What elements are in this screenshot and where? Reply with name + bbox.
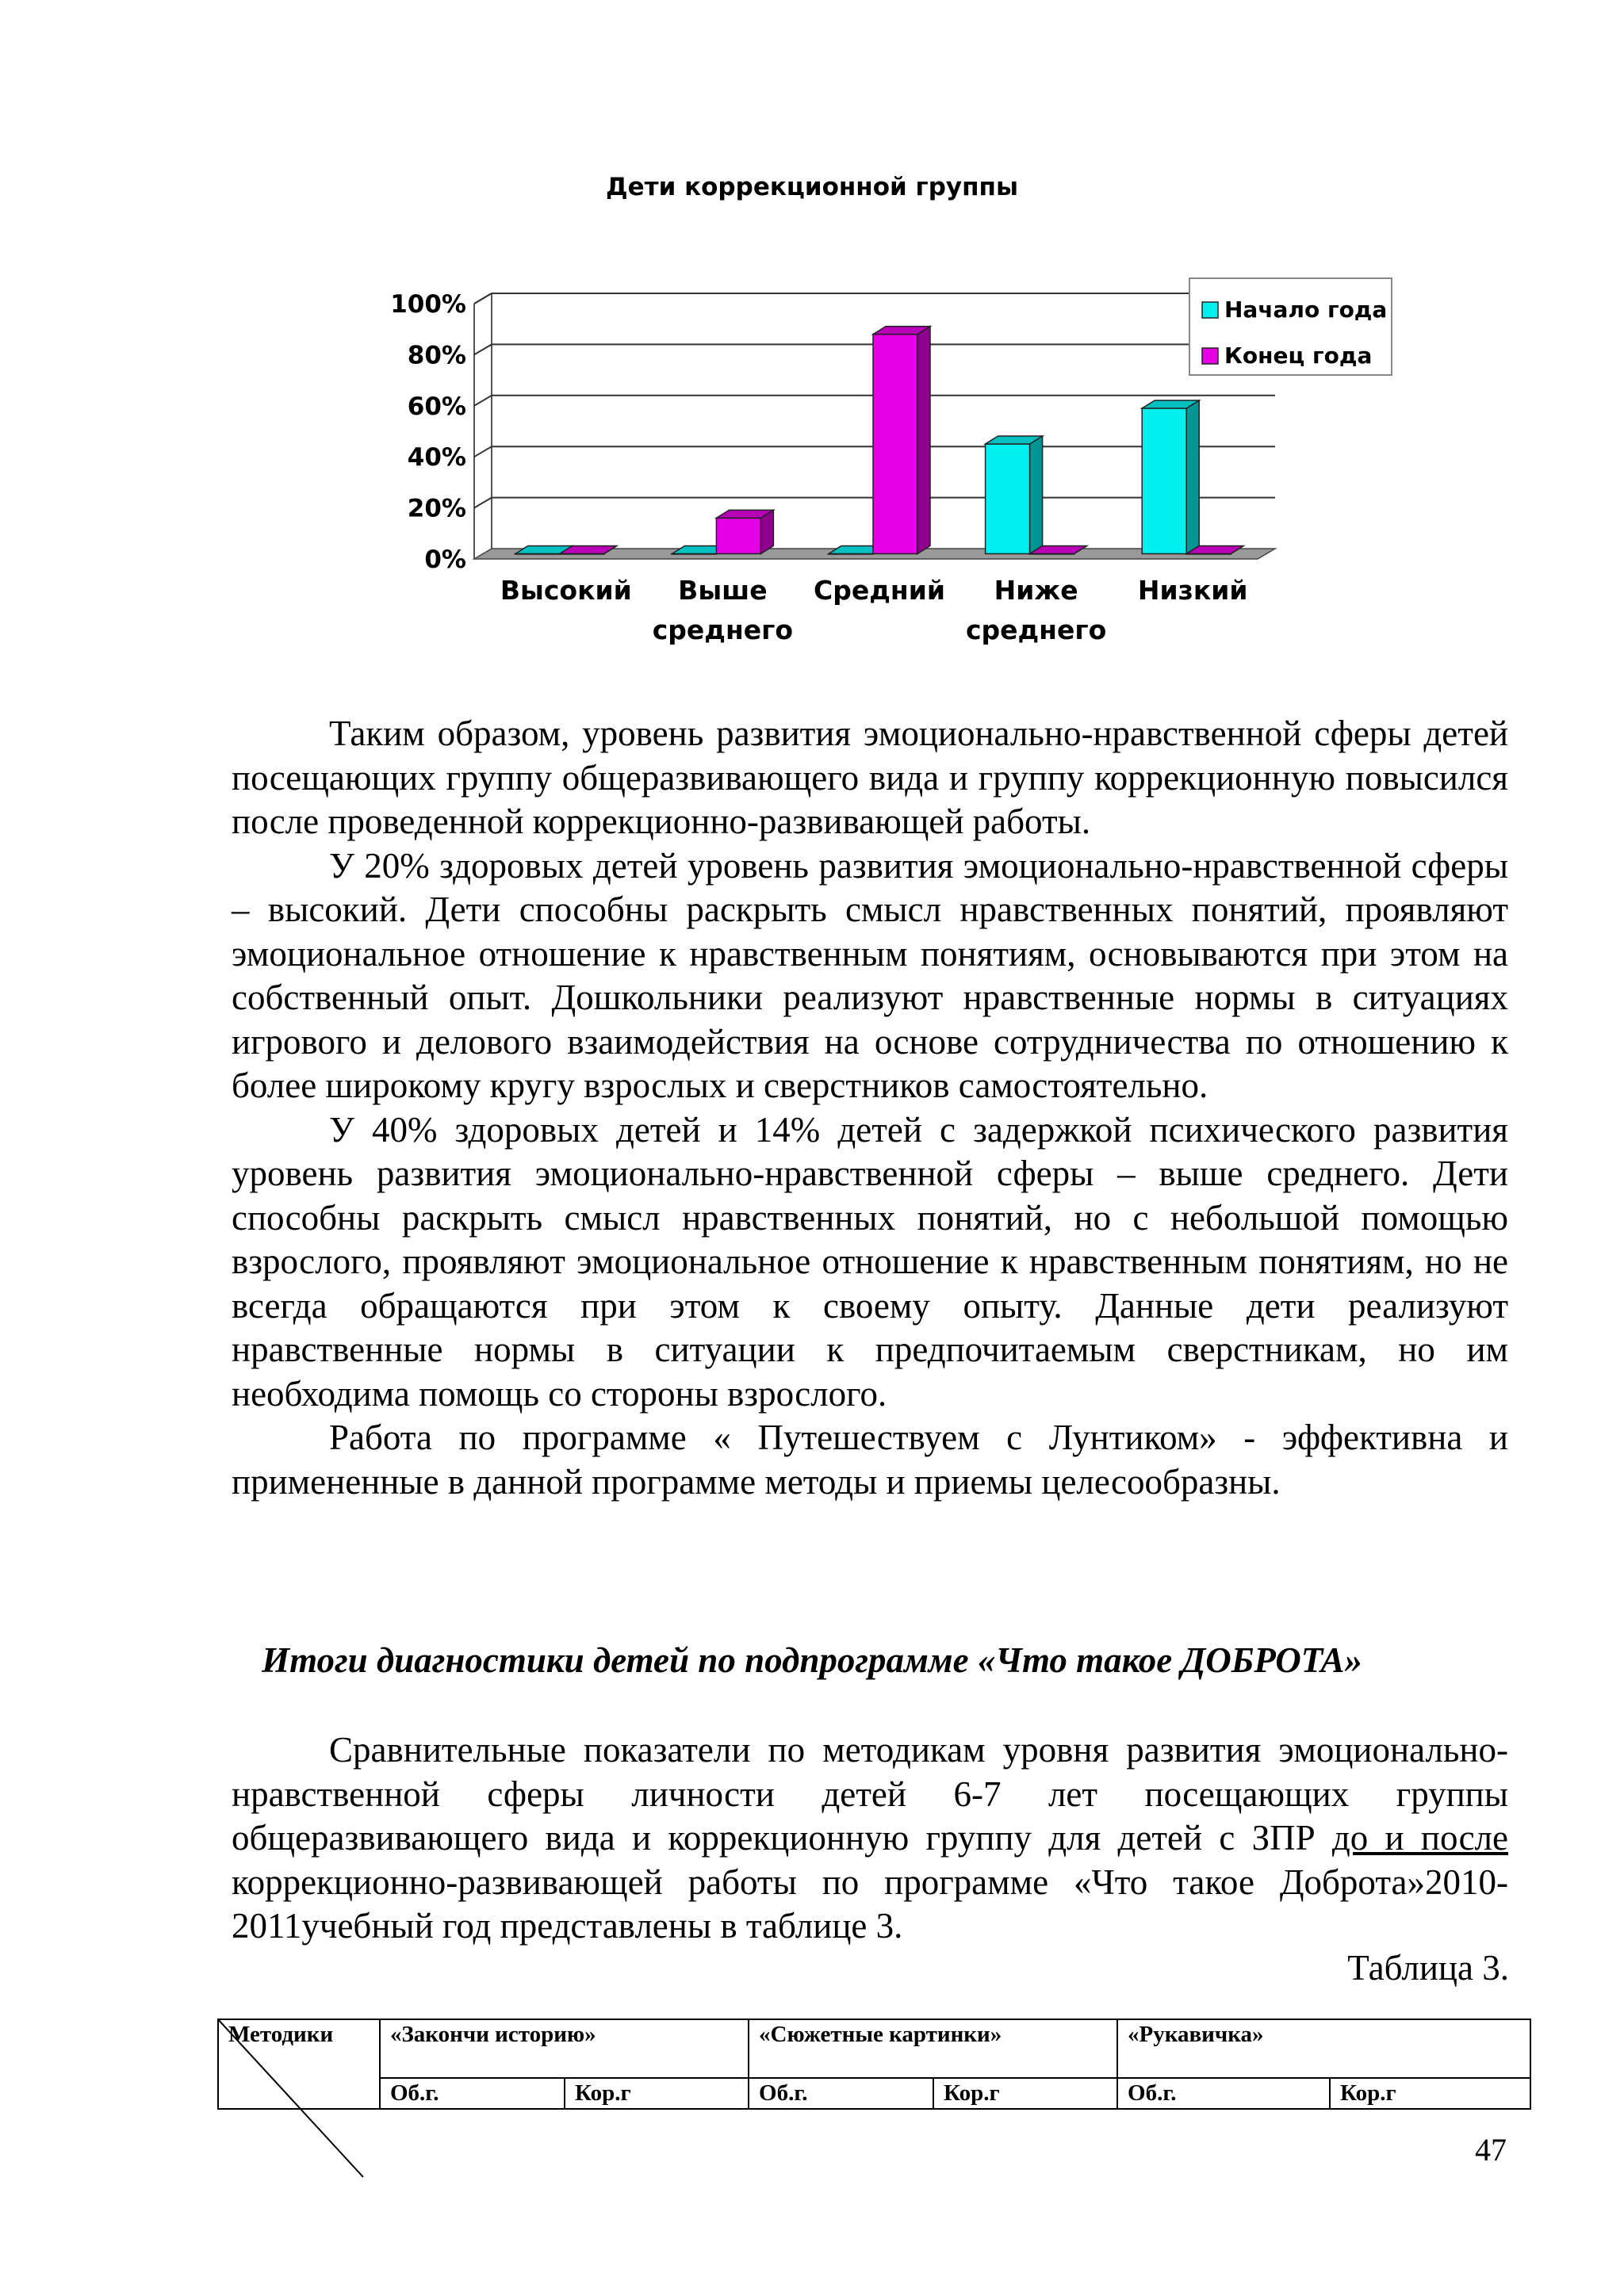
x-category-label: среднего (965, 614, 1107, 645)
gridline-depth (474, 396, 492, 406)
bar-front (716, 518, 760, 553)
group-subheader: Об.г. (749, 2078, 933, 2109)
x-category-label: Выше (678, 575, 768, 606)
x-category-label: Ниже (994, 575, 1078, 606)
corner-diagonal (217, 2019, 376, 2185)
y-tick-label: 60% (407, 392, 466, 421)
intro-paragraph (232, 1728, 1508, 1949)
gridline-depth (474, 344, 492, 354)
bar-side (917, 327, 930, 554)
y-tick-label: 80% (407, 341, 466, 370)
paragraph-1: Таким образом, уровень развития эмоционально-нравственной сферы детей посещающих группу общеразвивающего вида и группу коррекционную повысился после проведенной коррекционно-развивающей работы. (232, 714, 1508, 841)
bar-chart (349, 254, 1396, 666)
bar-front (986, 444, 1030, 553)
table-caption: Таблица 3. (1347, 1948, 1509, 1988)
x-category-label: Низкий (1137, 575, 1248, 606)
legend-label: Конец года (1224, 342, 1373, 369)
intro-text-start: Сравнительные показатели по методикам уровня развития эмоционально-нравственной сферы личности детей 6-7 лет посещающих группы общеразвивающего вида и коррекционную группу для детей с ЗПР (232, 1730, 1508, 1858)
paragraph-2: У 20% здоровых детей уровень развития эмоционально-нравственной сферы – высокий. Дети способны раскрыть смысл нравственных понятий, проявляют эмоциональное отношение к нравственным понятиям, основываются при этом на собственный опыт. Дошкольники реализуют нравственные нормы в ситуациях игрового и делового взаимодействия на основе сотрудничества по отношению к более широкому кругу взрослых и сверстников самостоятельно. (232, 845, 1508, 1105)
x-category-label: Высокий (500, 575, 632, 606)
gridline-depth (474, 293, 492, 304)
page-number: 47 (1475, 2132, 1507, 2168)
group-subheader: Об.г. (1117, 2078, 1330, 2109)
gridline-depth (474, 498, 492, 508)
method-header: «Закончи историю» (380, 2019, 749, 2078)
bar-front (873, 335, 917, 554)
gridline-depth (474, 446, 492, 457)
paragraph-3: У 40% здоровых детей и 14% детей с задержкой психического развития уровень развития эмоционально-нравственной сферы – выше среднего. Дети способны раскрыть смысл нравственных понятий, но с небольшой помощью взрослого, проявляют эмоциональное отношение к нравственным понятиям, но не всегда обращаются при этом к своему опыту. Данные дети реализуют нравственные нормы в ситуации к предпочитаемым сверстникам, но им необходима помощь со стороны взрослого. (232, 1109, 1508, 1414)
table-header-row (218, 2019, 1530, 2078)
group-subheader: Кор.г (565, 2078, 749, 2109)
intro-text (232, 1728, 1508, 1949)
method-header: «Рукавичка» (1117, 2019, 1530, 2078)
bar-side (1030, 436, 1043, 553)
corner-cell: Методики (218, 2019, 380, 2109)
intro-text-end: коррекционно-развивающей работы по программе «Что такое Доброта»2010-2011учебный год представлены в таблице 3. (232, 1862, 1508, 1946)
chart-title: Дети коррекционной группы (605, 173, 1018, 201)
bar-side (1186, 400, 1199, 554)
group-subheader: Кор.г (1330, 2078, 1530, 2109)
x-category-label: Средний (814, 575, 945, 606)
y-tick-label: 0% (424, 545, 466, 574)
section-heading: Итоги диагностики детей по подпрограмме «Что такое ДОБРОТА» (262, 1640, 1362, 1680)
legend-swatch (1202, 348, 1218, 364)
y-tick-label: 40% (407, 443, 466, 473)
legend-swatch (1202, 302, 1218, 318)
method-header: «Сюжетные картинки» (749, 2019, 1117, 2078)
y-tick-label: 100% (390, 290, 466, 319)
intro-underlined: до и после (1331, 1818, 1508, 1858)
group-subheader: Об.г. (380, 2078, 565, 2109)
methods-table (217, 2019, 1531, 2110)
x-category-label: среднего (652, 614, 794, 645)
analysis-text (232, 712, 1508, 1504)
y-tick-label: 20% (407, 494, 466, 523)
group-subheader: Кор.г (933, 2078, 1117, 2109)
table-subheader-row (218, 2078, 1530, 2109)
legend-label: Начало года (1224, 297, 1388, 323)
paragraph-4: Работа по программе « Путешествуем с Лунтиком» - эффективна и примененные в данной программе методы и приемы целесообразны. (232, 1418, 1508, 1502)
bar-front (1142, 408, 1186, 554)
